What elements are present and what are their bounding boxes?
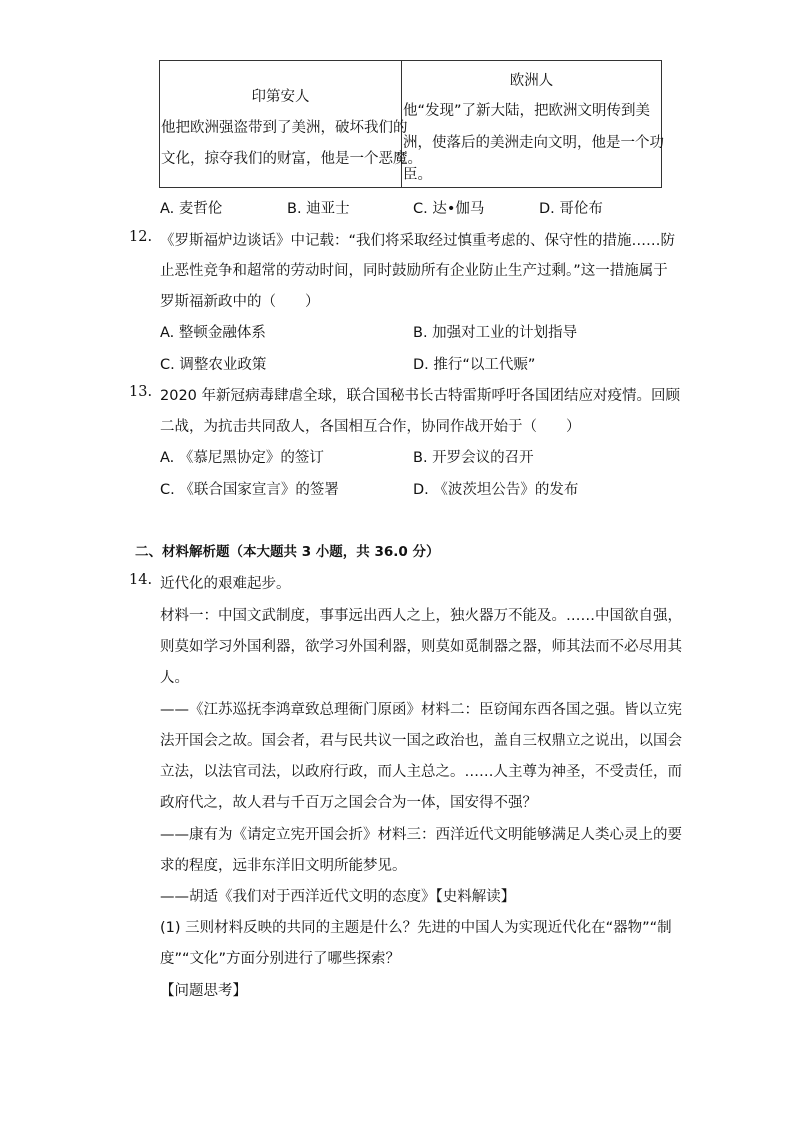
european-line-3: 臣。 [403,167,432,183]
indigenous-view-cell [160,61,422,188]
q14-line-10: ——胡适《我们对于西洋近代文明的态度》【史料解读】 [160,889,516,905]
q12-line-1: 《罗斯福炉边谈话》中记载：“我们将采取经过慎重考虑的、保守性的措施……防 [160,233,676,249]
q12-option-c: C. 调整农业政策 [160,357,267,373]
indigenous-line-1: 他把欧洲强盗带到了美洲，破坏我们的 [161,120,408,136]
indigenous-line-2: 文化，掠夺我们的财富，他是一个恶魔。 [161,151,422,167]
q14-line-3: 人。 [160,670,189,686]
q13-line-2: 二战，为抗击共同敌人，各国相互合作，协同作战开始于（ ） [160,419,581,435]
q11-option-b: B. 迪亚士 [287,201,350,217]
q13-option-c: C. 《联合国家宣言》的签署 [160,482,339,498]
q14-line-7: 政府代之，故人君与千百万之国会合为一体，国安得不强？ [160,795,537,811]
q14-line-5: 法开国会之故。国会者，君与民共议一国之政治也，盖自三权鼎立之说出，以国会 [160,733,682,749]
q14-number: 14. [129,572,153,588]
q14-line-2: 则莫如学习外国利器，欲学习外国利器，则莫如觅制器之器，师其法而不必尽用其 [160,639,682,655]
q14-line-6: 立法，以法官司法，以政府行政，而人主总之。……人主尊为神圣，不受责任，而 [160,764,682,780]
q14-line-11: (1) 三则材料反映的共同的主题是什么？先进的中国人为实现近代化在“器物”“制 [160,920,672,936]
section-2-heading: 二、材料解析题（本大题共 3 小题，共 36.0 分） [135,544,440,560]
european-line-2: 洲，使落后的美洲走向文明，他是一个功 [403,135,664,151]
q14-line-13: 【问题思考】 [160,983,247,999]
q13-number: 13. [129,384,153,400]
q13-option-a: A. 《慕尼黑协定》的签订 [160,450,324,466]
q11-option-a: A. 麦哲伦 [160,201,223,217]
q14-line-9: 求的程度，远非东洋旧文明所能梦见。 [160,858,407,874]
q14-line-8: ——康有为《请定立宪开国会折》材料三：西洋近代文明能够满足人类心灵上的要 [160,827,682,843]
q11-option-d: D. 哥伦布 [539,201,603,217]
q12-line-3: 罗斯福新政中的（ ） [160,294,320,310]
q14-title: 近代化的艰难起步。 [160,576,291,592]
q12-line-2: 止恶性竞争和超常的劳动时间，同时鼓励所有企业防止生产过剩。”这一措施属于 [160,263,668,279]
q14-line-4: ——《江苏巡抚李鸿章致总理衙门原函》材料二：臣窃闻东西各国之强。皆以立宪 [160,702,682,718]
q12-option-d: D. 推行“以工代赈” [413,357,536,373]
q13-option-d: D. 《波茨坦公告》的发布 [413,482,579,498]
european-line-1: 他“发现”了新大陆，把欧洲文明传到美 [403,103,651,119]
q12-number: 12. [129,229,153,245]
q11-option-c: C. 达•伽马 [413,201,485,217]
comparison-table [159,60,662,188]
indigenous-header: 印第安人 [251,89,310,105]
european-header: 欧洲人 [509,73,554,89]
q14-line-1: 材料一：中国文武制度，事事远出西人之上，独火器万不能及。……中国欲自强， [160,608,682,624]
q13-option-b: B. 开罗会议的召开 [413,450,534,466]
q13-line-1: 2020 年新冠病毒肆虐全球，联合国秘书长古特雷斯呼吁各国团结应对疫情。回顾 [160,388,681,404]
q12-option-a: A. 整顿金融体系 [160,325,266,341]
q12-option-b: B. 加强对工业的计划指导 [413,325,578,341]
european-view-cell [402,61,662,188]
q14-line-12: 度”“文化”方面分别进行了哪些探索？ [160,951,401,967]
